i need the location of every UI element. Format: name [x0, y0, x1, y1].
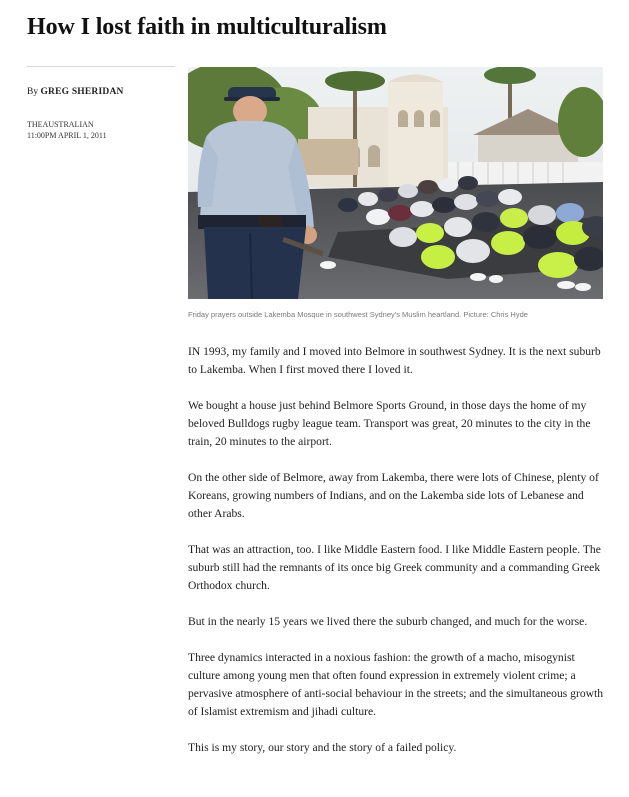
body-paragraph: IN 1993, my family and I moved into Belmore in southwest Sydney. It is the next suburb to Lakemba. When I first moved there I loved it.	[188, 345, 601, 376]
article-photo[interactable]	[188, 67, 603, 299]
publication-name[interactable]: THEAUSTRALIAN	[27, 120, 94, 129]
article-meta-sidebar	[27, 66, 175, 141]
sidebar-divider	[27, 66, 175, 67]
publication-source	[27, 119, 175, 141]
photo-mosque-prayers	[188, 67, 603, 299]
body-paragraph: But in the nearly 15 years we lived there the suburb changed, and much for the worse.	[188, 615, 588, 628]
byline	[27, 87, 175, 97]
body-paragraph: This is my story, our story and the story of a failed policy.	[188, 741, 457, 754]
body-paragraph: On the other side of Belmore, away from Lakemba, there were lots of Chinese, plenty of Koreans, growing numbers of Indians, and on the Lakemba side lots of Lebanese and other Arabs.	[188, 471, 599, 520]
article-headline: How I lost faith in multiculturalism	[27, 14, 387, 40]
publish-timestamp: 11:00PM APRIL 1, 2011	[27, 131, 107, 140]
author-name[interactable]: GREG SHERIDAN	[40, 87, 124, 97]
photo-caption: Friday prayers outside Lakemba Mosque in southwest Sydney's Muslim heartland. Picture: Chris Hyde	[188, 310, 528, 319]
body-paragraph: That was an attraction, too. I like Middle Eastern food. I like Middle Eastern people. The suburb still had the remnants of its once big Greek community and a commanding Greek Orthodox church.	[188, 543, 601, 592]
article-body	[188, 343, 606, 775]
byline-prefix: By	[27, 87, 39, 97]
body-paragraph: We bought a house just behind Belmore Sports Ground, in those days the home of my beloved Bulldogs rugby league team. Transport was great, 20 minutes to the city in the train, 20 minutes to the airport.	[188, 399, 591, 448]
body-paragraph: Three dynamics interacted in a noxious fashion: the growth of a macho, misogynist culture among young men that often found expression in extremely violent crime; a pervasive atmosphere of anti-social behaviour in the streets; and the simultaneous growth of Islamist extremism and jihadi culture.	[188, 651, 604, 718]
